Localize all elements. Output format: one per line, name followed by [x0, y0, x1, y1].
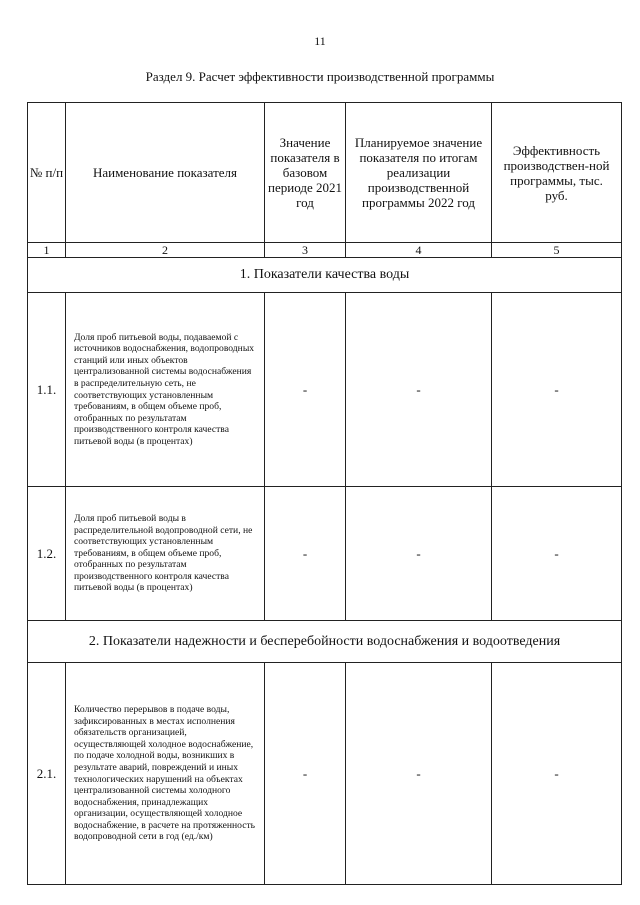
column-number-row [28, 243, 622, 258]
indicator-name: Доля проб питьевой воды, подаваемой с источников водоснабжения, водопроводных станций или иных объектов централизованной системы водоснабжения в распределительную сеть, не соответствующих установленным требованиям, в общем объеме проб, отобранных по результатам производственного контроля качества питьевой воды (в процентах) [66, 293, 265, 487]
planned-value: - [346, 487, 492, 621]
header-indicator-name: Наименование показателя [66, 103, 265, 243]
column-number: 3 [265, 243, 346, 258]
header-efficiency: Эффективность производствен-ной программы, тыс. руб. [492, 103, 622, 243]
row-number: 1.1. [28, 293, 66, 487]
base-value: - [265, 663, 346, 885]
column-number: 4 [346, 243, 492, 258]
header-planned-value: Планируемое значение показателя по итогам реализации производственной программы 2022 год [346, 103, 492, 243]
indicator-name: Количество перерывов в подаче воды, зафиксированных в местах исполнения обязательств организацией, осуществляющей холодное водоснабжение, по подаче холодной воды, возникших в результате аварий, повреждений и иных технологических нарушений на объектах централизованной системы холодного водоснабжения, принадлежащих организации, осуществляющей холодное водоснабжение, в расчете на протяженность водопроводной сети в год (ед./км) [66, 663, 265, 885]
header-base-value: Значение показателя в базовом периоде 2021 год [265, 103, 346, 243]
table-row [28, 487, 622, 621]
efficiency-table [27, 102, 622, 885]
section-row [28, 258, 622, 293]
column-number: 1 [28, 243, 66, 258]
page-number: 11 [314, 34, 326, 48]
efficiency-value: - [492, 663, 622, 885]
header-number: № п/п [28, 103, 66, 243]
base-value: - [265, 487, 346, 621]
column-number: 5 [492, 243, 622, 258]
section-title: Раздел 9. Расчет эффективности производственной программы [145, 69, 495, 84]
efficiency-value: - [492, 293, 622, 487]
efficiency-value: - [492, 487, 622, 621]
table-row [28, 663, 622, 885]
column-number: 2 [66, 243, 265, 258]
planned-value: - [346, 293, 492, 487]
section-title-water-quality: 1. Показатели качества воды [28, 258, 622, 293]
base-value: - [265, 293, 346, 487]
table-header-row [28, 103, 622, 243]
section-row [28, 621, 622, 663]
row-number: 1.2. [28, 487, 66, 621]
table-row [28, 293, 622, 487]
section-title-reliability: 2. Показатели надежности и бесперебойности водоснабжения и водоотведения [28, 621, 622, 663]
planned-value: - [346, 663, 492, 885]
row-number: 2.1. [28, 663, 66, 885]
indicator-name: Доля проб питьевой воды в распределительной водопроводной сети, не соответствующих установленным требованиям, в общем объеме проб, отобранных по результатам производственного контроля качества питьевой воды (в процентах) [66, 487, 265, 621]
